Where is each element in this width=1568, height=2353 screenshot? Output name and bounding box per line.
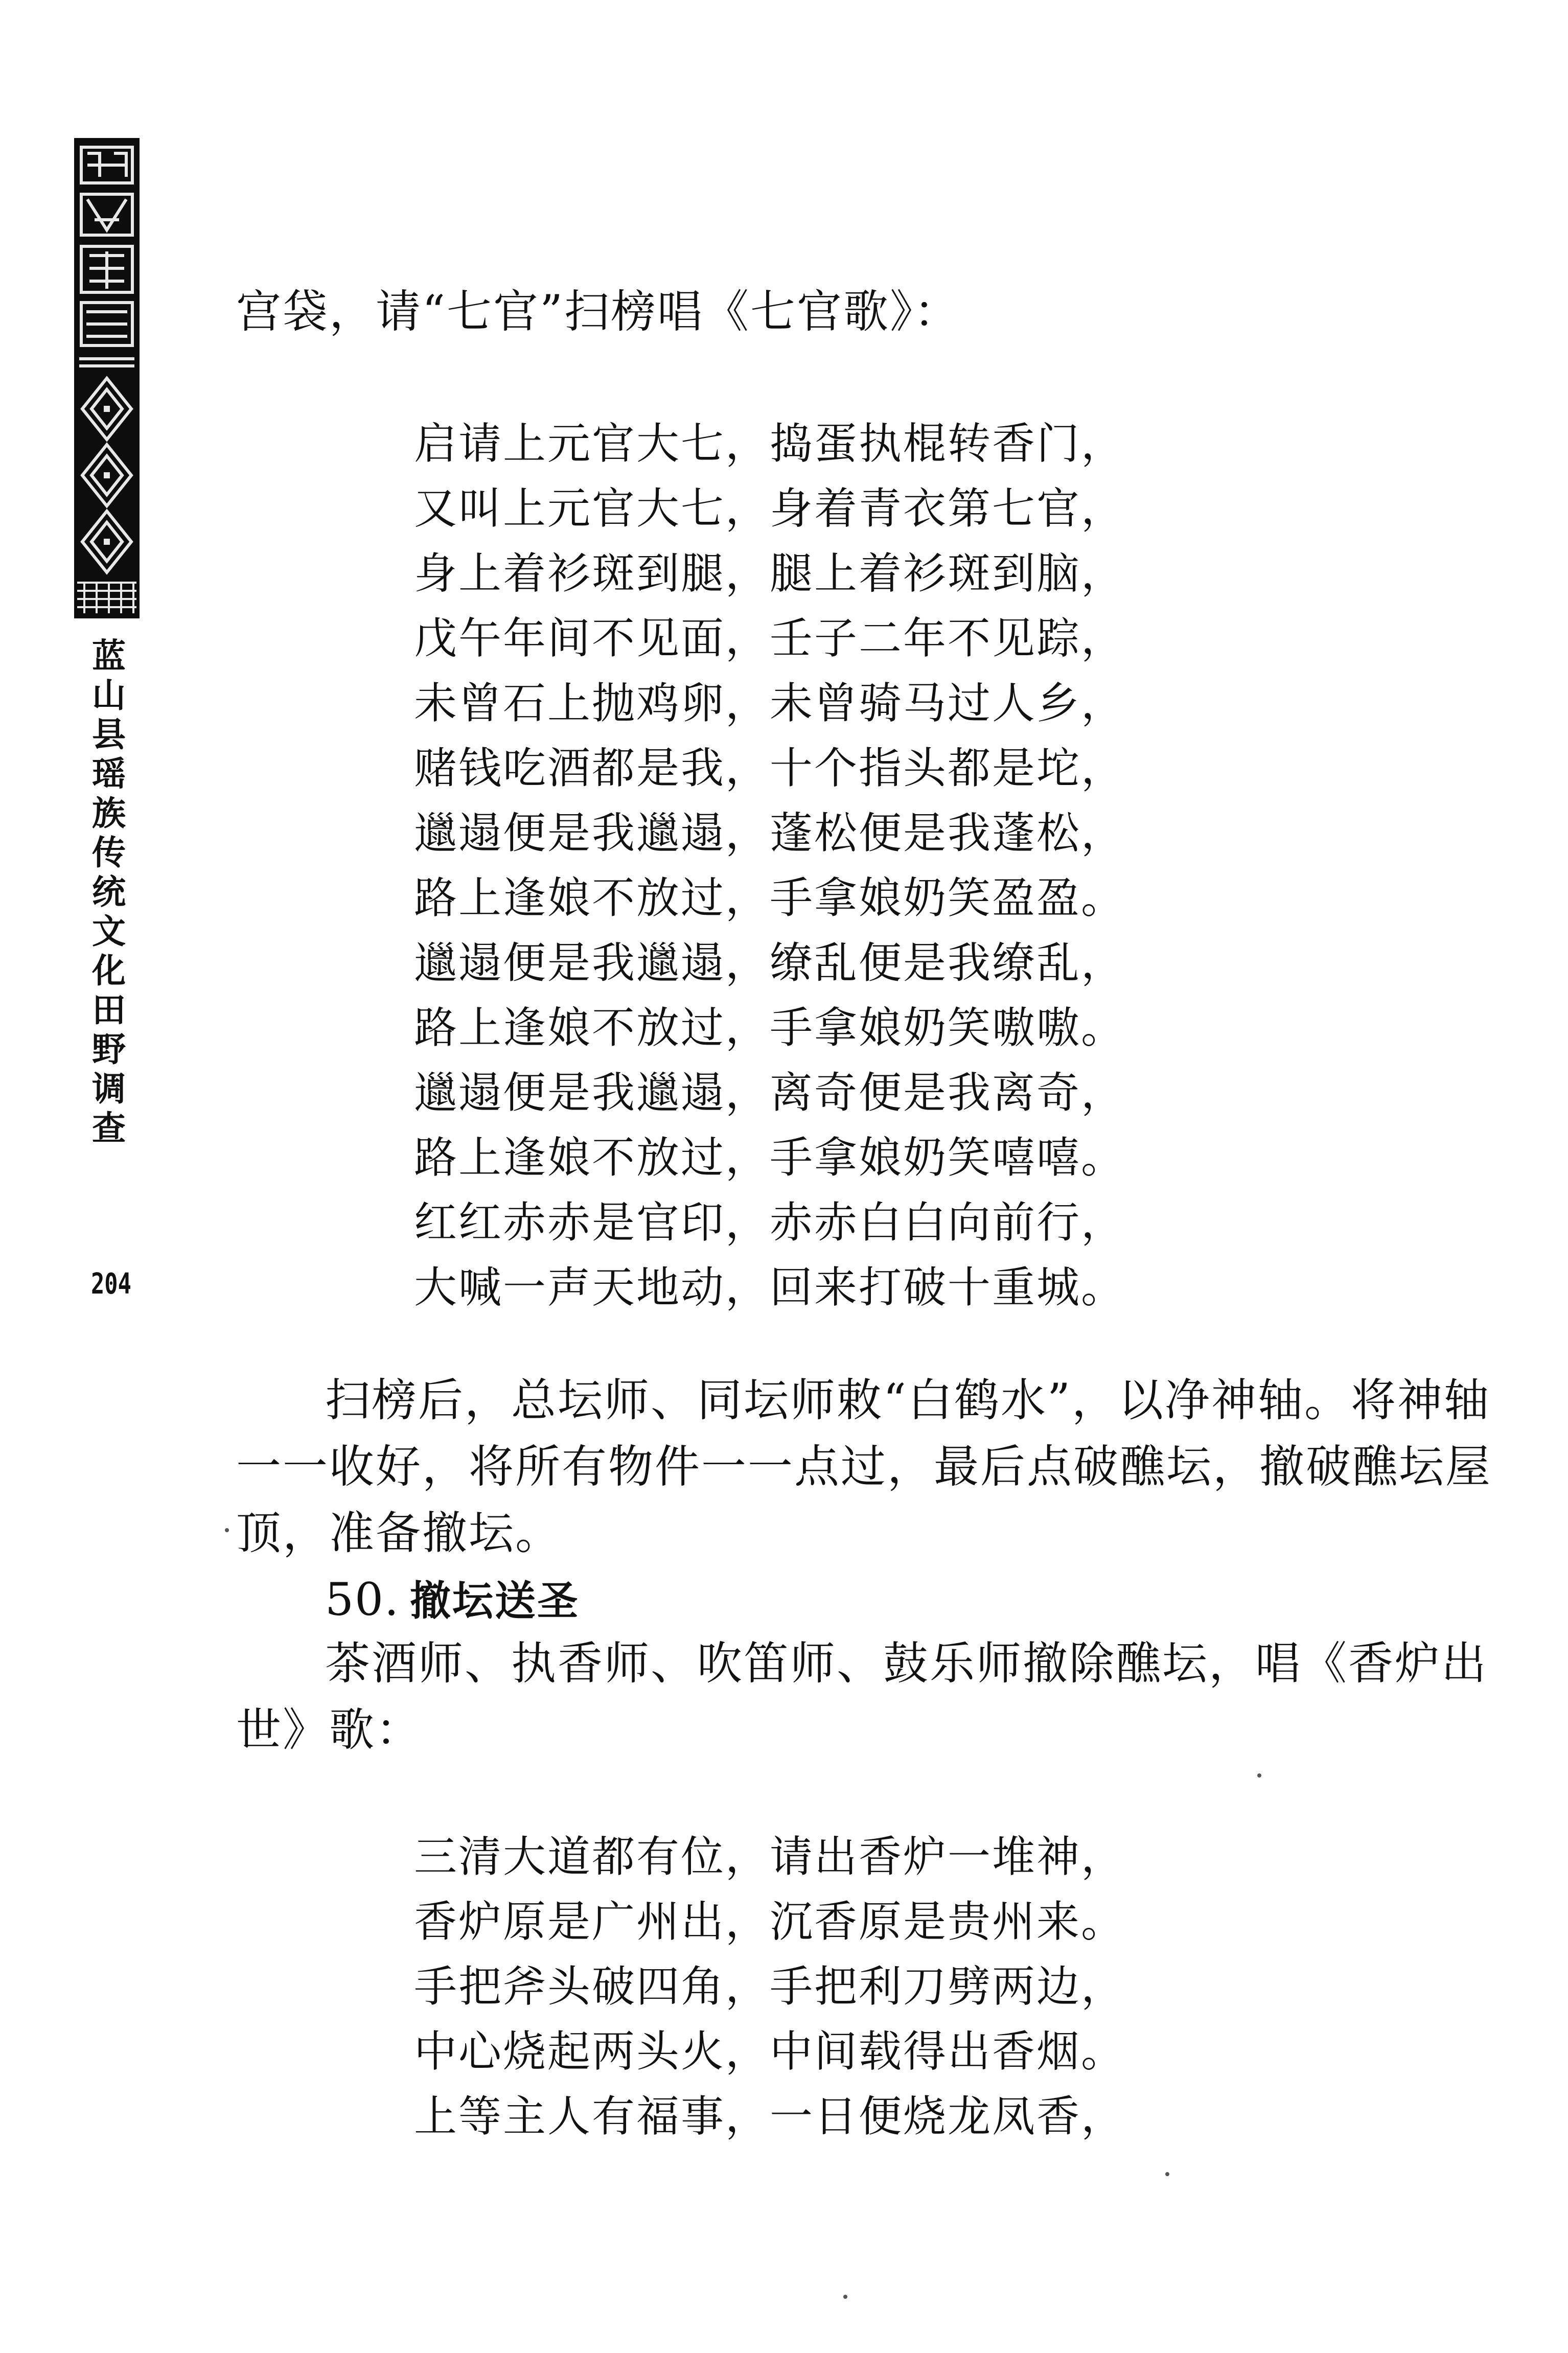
paragraph-line: 顶，准备撤坛。 bbox=[236, 1507, 562, 1559]
book-title-char: 文 bbox=[92, 912, 126, 951]
verse-line: 邋遢便是我邋遢，蓬松便是我蓬松， bbox=[414, 808, 1126, 858]
book-title-char: 族 bbox=[92, 794, 126, 833]
page-number: 204 bbox=[91, 1267, 131, 1301]
verse-line: 香炉原是广州出，沉香原是贵州来。 bbox=[414, 1897, 1126, 1947]
paragraph-line: 世》歌： bbox=[236, 1703, 423, 1756]
textile-pattern-icon bbox=[74, 138, 140, 618]
verse-line: 邋遢便是我邋遢，离奇便是我离奇， bbox=[414, 1068, 1126, 1118]
verse-line: 戊午年间不见面，壬子二年不见踪， bbox=[414, 613, 1126, 663]
verse-line: 中心烧起两头火，中间载得出香烟。 bbox=[414, 2026, 1126, 2077]
verse-line: 未曾石上抛鸡卵，未曾骑马过人乡， bbox=[414, 678, 1126, 728]
verse-line: 又叫上元官大七，身着青衣第七官， bbox=[414, 483, 1126, 534]
verse-line: 路上逢娘不放过，手拿娘奶笑盈盈。 bbox=[414, 873, 1126, 923]
book-title-char: 传 bbox=[92, 833, 126, 872]
verse-line: 身上着衫斑到腿，腿上着衫斑到脑， bbox=[414, 548, 1126, 598]
section-number: 50. bbox=[325, 1573, 400, 1626]
book-title-char: 瑶 bbox=[92, 754, 126, 794]
verse-line: 路上逢娘不放过，手拿娘奶笑嗷嗷。 bbox=[414, 1003, 1126, 1053]
paragraph-line: 扫榜后，总坛师、同坛师敕“白鹤水”，以净神轴。将神轴 bbox=[325, 1374, 1490, 1426]
section-title: 撤坛送圣 bbox=[409, 1577, 580, 1625]
scan-speck bbox=[843, 2295, 847, 2299]
intro-line: 宫袋，请“七官”扫榜唱《七官歌》： bbox=[236, 285, 960, 338]
verse-line: 红红赤赤是官印，赤赤白白向前行， bbox=[414, 1197, 1126, 1248]
book-title-char: 田 bbox=[92, 990, 126, 1030]
book-title-char: 查 bbox=[92, 1109, 126, 1148]
scan-speck bbox=[225, 1528, 229, 1532]
book-title-char: 野 bbox=[92, 1030, 126, 1069]
scan-speck bbox=[1257, 1773, 1261, 1778]
paragraph-line: 一一收好，将所有物件一一点过，最后点破醮坛，撤破醮坛屋 bbox=[236, 1440, 1492, 1493]
book-title-char: 山 bbox=[92, 676, 126, 715]
verse-line: 赌钱吃酒都是我，十个指头都是坨， bbox=[414, 743, 1126, 793]
verse-line: 邋遢便是我邋遢，缭乱便是我缭乱， bbox=[414, 938, 1126, 988]
verse-seven-officials bbox=[414, 411, 1125, 1320]
book-title-char: 调 bbox=[92, 1069, 126, 1109]
verse-line: 上等主人有福事，一日便烧龙凤香， bbox=[414, 2091, 1126, 2141]
book-title-char: 蓝 bbox=[92, 636, 126, 676]
decorative-banner bbox=[74, 138, 140, 618]
book-title-char: 化 bbox=[92, 951, 126, 990]
book-title-vertical bbox=[86, 636, 132, 1148]
book-title-char: 统 bbox=[92, 872, 126, 912]
verse-line: 大喊一声天地动，回来打破十重城。 bbox=[414, 1262, 1126, 1312]
verse-line: 三清大道都有位，请出香炉一堆神， bbox=[414, 1832, 1126, 1882]
book-title-char: 县 bbox=[92, 715, 126, 754]
verse-incense-burner bbox=[414, 1825, 1125, 2149]
paragraph-line: 茶酒师、执香师、吹笛师、鼓乐师撤除醮坛，唱《香炉出 bbox=[325, 1637, 1488, 1690]
verse-line: 手把斧头破四角，手把利刀劈两边， bbox=[414, 1962, 1126, 2012]
scan-speck bbox=[1165, 2172, 1169, 2176]
verse-line: 路上逢娘不放过，手拿娘奶笑嘻嘻。 bbox=[414, 1133, 1126, 1183]
section-heading bbox=[325, 1574, 580, 1627]
verse-line: 启请上元官大七，捣蛋执棍转香门， bbox=[414, 419, 1126, 469]
